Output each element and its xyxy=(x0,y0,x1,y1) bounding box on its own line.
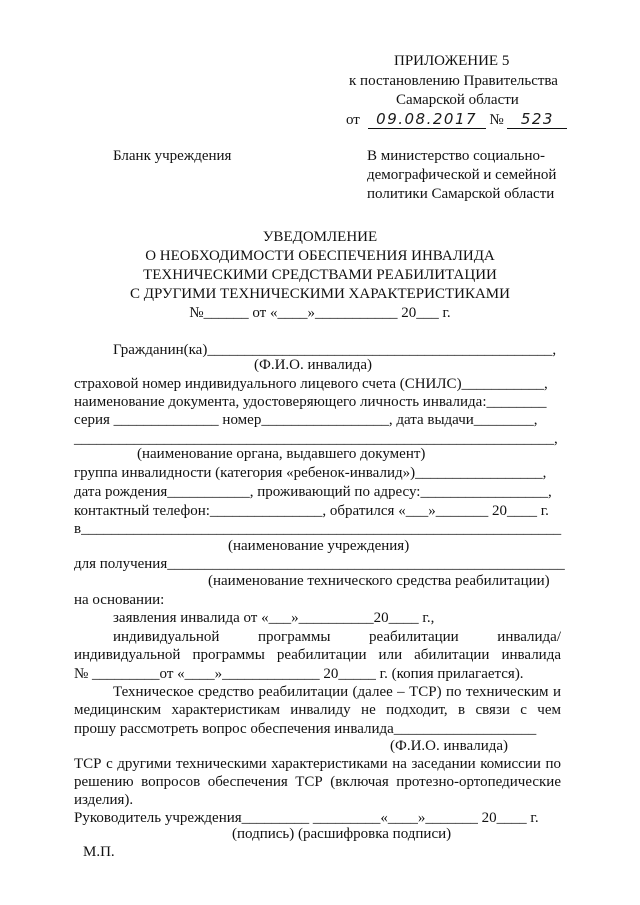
doc-title-line-2: О НЕОБХОДИМОСТИ ОБЕСПЕЧЕНИЯ ИНВАЛИДА xyxy=(145,248,495,264)
seal-place: М.П. xyxy=(83,844,115,860)
program-line-2: индивидуальной программы реабилитации или абилитации инвалида xyxy=(74,647,561,663)
birth-address-line: дата рождения___________, проживающий по адресу:_________________, xyxy=(74,484,552,500)
series-number-line: серия ______________ номер_________________, дата выдачи________, xyxy=(74,412,538,428)
doc-title-line-1: УВЕДОМЛЕНИЕ xyxy=(262,229,378,245)
recipient-line-3: политики Самарской области xyxy=(367,186,555,202)
paragraph-line-6: изделия). xyxy=(74,792,134,808)
program-line-1: индивидуальной программы реабилитации инвалида/ xyxy=(113,629,561,645)
handwritten-date: 09.08.2017 xyxy=(368,110,486,129)
date-prefix: от xyxy=(346,112,360,128)
phone-line: контактный телефон:_______________, обратился «___»_______ 20____ г. xyxy=(74,503,549,519)
paragraph-line-2: медицинским характеристикам инвалиду не подходит, в связи с чем xyxy=(74,702,561,718)
fio-caption-2: (Ф.И.О. инвалида) xyxy=(390,738,509,754)
application-line: заявления инвалида от «___»__________20____ г., xyxy=(113,610,435,626)
citizen-line: Гражданин(ка)______________________________________________, xyxy=(113,342,557,358)
program-number-line: № _________от «____»_____________ 20_____ г. (копия прилагается). xyxy=(74,666,524,682)
signature-caption: (подпись) (расшифровка подписи) xyxy=(232,826,452,842)
paragraph-line-4: ТСР с другими техническими характеристиками на заседании комиссии по xyxy=(74,756,561,772)
institution-caption: (наименование учреждения) xyxy=(228,538,410,554)
fio-caption: (Ф.И.О. инвалида) xyxy=(254,357,373,373)
appendix-title: ПРИЛОЖЕНИЕ 5 xyxy=(394,53,510,69)
paragraph-line-5: решению вопросов обеспечения ТСР (включая протезно-ортопедические xyxy=(74,774,561,790)
director-line: Руководитель учреждения_________ _________«____»_______ 20____ г. xyxy=(74,810,539,826)
recipient-line-2: демографической и семейной xyxy=(367,167,557,183)
id-document-line: наименование документа, удостоверяющего личность инвалида:________ xyxy=(74,394,547,410)
receive-line: для получения_____________________________________________________ xyxy=(74,556,565,572)
tsr-caption: (наименование технического средства реабилитации) xyxy=(208,573,550,589)
issuer-caption: (наименование органа, выдавшего документ) xyxy=(137,446,426,462)
paragraph-line-3: прошу рассмотреть вопрос обеспечения инвалида___________________ xyxy=(74,721,537,737)
appendix-line-1: к постановлению Правительства xyxy=(349,73,558,89)
snils-line: страховой номер индивидуального лицевого счета (СНИЛС)___________, xyxy=(74,376,548,392)
basis-label: на основании: xyxy=(74,592,165,608)
blank-line: ________________________________________________________________, xyxy=(74,431,558,447)
disability-group-line: группа инвалидности (категория «ребенок-инвалид»)_________________, xyxy=(74,465,547,481)
appendix-line-2: Самарской области xyxy=(396,92,519,108)
doc-number-line: №______ от «____»___________ 20___ г. xyxy=(189,305,451,321)
recipient-line-1: В министерство социально- xyxy=(367,148,545,164)
number-sign: № xyxy=(489,112,504,128)
institution-line: в________________________________________________________________ xyxy=(74,521,562,537)
institution-blank-label: Бланк учреждения xyxy=(113,148,232,164)
appendix-date-line xyxy=(346,110,567,129)
paragraph-line-1: Техническое средство реабилитации (далее – ТСР) по техническим и xyxy=(113,684,561,700)
doc-title-line-3: ТЕХНИЧЕСКИМИ СРЕДСТВАМИ РЕАБИЛИТАЦИИ xyxy=(143,267,497,283)
doc-title-line-4: С ДРУГИМИ ТЕХНИЧЕСКИМИ ХАРАКТЕРИСТИКАМИ xyxy=(130,286,510,302)
handwritten-number: 523 xyxy=(507,110,567,129)
